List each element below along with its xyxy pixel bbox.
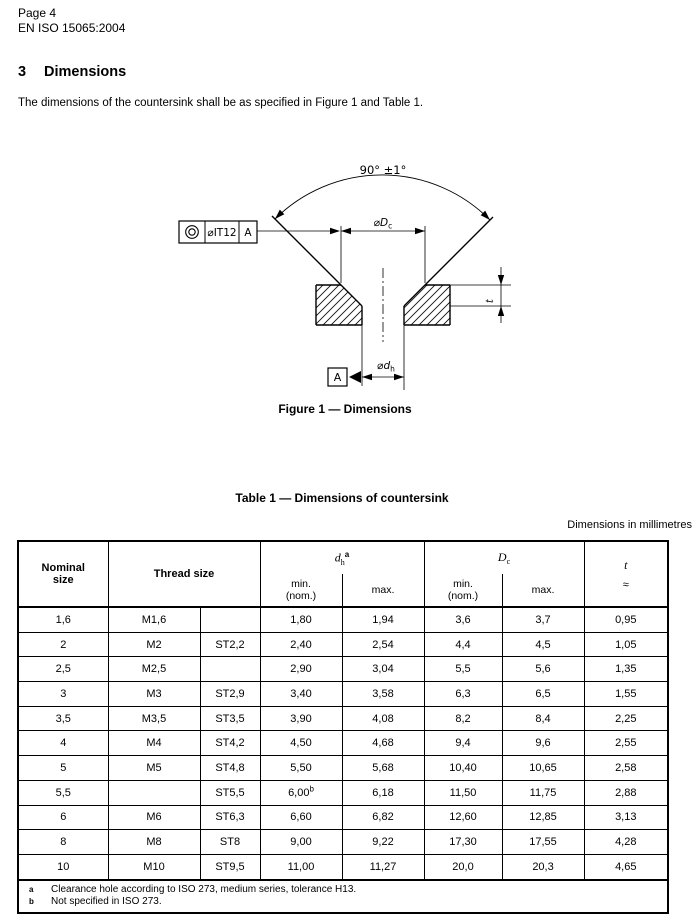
page-label: Page 4 xyxy=(18,6,57,20)
table-cell: 2,25 xyxy=(584,706,668,731)
table-cell: 1,55 xyxy=(584,682,668,707)
table-cell: 2,54 xyxy=(342,632,424,657)
table-cell: 4,50 xyxy=(260,731,342,756)
table-cell: 12,85 xyxy=(502,805,584,830)
table-cell: 4,28 xyxy=(584,830,668,855)
table-cell: 3,13 xyxy=(584,805,668,830)
table-cell: 8 xyxy=(18,830,108,855)
table-cell: 6,5 xyxy=(502,682,584,707)
table-cell: 9,4 xyxy=(424,731,502,756)
angle-dimension-label: 90° ±1° xyxy=(359,163,407,177)
table-cell: 11,75 xyxy=(502,780,584,805)
section-title: Dimensions xyxy=(44,64,127,80)
section-number: 3 xyxy=(18,64,27,80)
table-cell: 4,68 xyxy=(342,731,424,756)
table-cell: 6 xyxy=(18,805,108,830)
table-cell: M8 xyxy=(108,830,200,855)
table-cell: 4,4 xyxy=(424,632,502,657)
table-cell: 2,55 xyxy=(584,731,668,756)
table-cell: 10 xyxy=(18,854,108,879)
table-cell: M1,6 xyxy=(108,607,200,632)
plate-outline xyxy=(272,216,493,325)
table-cell: M4 xyxy=(108,731,200,756)
col-header-nominal-size: Nominal size xyxy=(18,541,108,607)
table-cell: 2,40 xyxy=(260,632,342,657)
subheader-dh-max: max. xyxy=(342,574,424,607)
table-cell: 11,50 xyxy=(424,780,502,805)
table-cell: ST8 xyxy=(200,830,260,855)
table-cell: ST9,5 xyxy=(200,854,260,879)
table-cell: 9,00 xyxy=(260,830,342,855)
table-cell: 9,6 xyxy=(502,731,584,756)
table-cell: ST6,3 xyxy=(200,805,260,830)
standard-reference: EN ISO 15065:2004 xyxy=(18,20,126,35)
table-cell: 2,90 xyxy=(260,657,342,682)
table-cell: 20,0 xyxy=(424,854,502,879)
page-header xyxy=(18,6,125,35)
t-dimension-label: t xyxy=(485,298,496,304)
table-cell: ST5,5 xyxy=(200,780,260,805)
table-cell: 3,7 xyxy=(502,607,584,632)
table-cell: 1,6 xyxy=(18,607,108,632)
table-row xyxy=(18,830,668,855)
table-cell: 2,58 xyxy=(584,756,668,781)
table-cell: 5,5 xyxy=(424,657,502,682)
table-cell: 2,88 xyxy=(584,780,668,805)
table-cell: M3,5 xyxy=(108,706,200,731)
table-row xyxy=(18,632,668,657)
table-cell: 4,5 xyxy=(502,632,584,657)
table-cell: 5 xyxy=(18,756,108,781)
t-dimension xyxy=(485,267,504,323)
table-row xyxy=(18,731,668,756)
table-cell: 5,50 xyxy=(260,756,342,781)
col-header-thread-size: Thread size xyxy=(108,541,260,607)
table-cell: ST4,8 xyxy=(200,756,260,781)
table-cell: 5,6 xyxy=(502,657,584,682)
table-cell: 3,6 xyxy=(424,607,502,632)
table-row xyxy=(18,706,668,731)
table-cell: 3,40 xyxy=(260,682,342,707)
footnote-b: $^b$ Not specified in ISO 273. xyxy=(29,896,162,908)
table-cell: 2 xyxy=(18,632,108,657)
table-cell: 17,55 xyxy=(502,830,584,855)
table-cell xyxy=(108,780,200,805)
table-cell: 3,58 xyxy=(342,682,424,707)
table-cell: ST3,5 xyxy=(200,706,260,731)
table-row xyxy=(18,780,668,805)
fcf-tolerance: ⌀IT12 xyxy=(207,227,237,239)
table-cell xyxy=(200,607,260,632)
table-cell: 8,2 xyxy=(424,706,502,731)
table-cell: M6 xyxy=(108,805,200,830)
table-title: Table 1 — Dimensions of countersink xyxy=(235,491,449,505)
table-cell: 17,30 xyxy=(424,830,502,855)
table-cell: 10,65 xyxy=(502,756,584,781)
intro-paragraph: The dimensions of the countersink shall be as specified in Figure 1 and Table 1. xyxy=(18,97,424,109)
table-cell: 6,00$^b$ xyxy=(260,780,342,805)
table-cell: 11,27 xyxy=(342,854,424,879)
table-cell: 6,3 xyxy=(424,682,502,707)
table-cell: ST4,2 xyxy=(200,731,260,756)
dc-dimension xyxy=(341,217,425,234)
table-cell: 3,90 xyxy=(260,706,342,731)
dimensions-table xyxy=(17,540,669,914)
countersink-figure-drawing xyxy=(150,150,570,400)
table-cell: ST2,9 xyxy=(200,682,260,707)
table-row xyxy=(18,854,668,879)
datum-flag-letter: A xyxy=(333,371,342,384)
table-cell: 1,35 xyxy=(584,657,668,682)
table-cell: M3 xyxy=(108,682,200,707)
table-cell: 4 xyxy=(18,731,108,756)
footnote-marker-b: b xyxy=(309,784,314,793)
concentricity-symbol-icon xyxy=(186,226,199,239)
table-cell: 5,5 xyxy=(18,780,108,805)
feature-control-frame xyxy=(179,221,340,243)
table-cell: 6,60 xyxy=(260,805,342,830)
table-cell: ST2,2 xyxy=(200,632,260,657)
table-cell: M10 xyxy=(108,854,200,879)
table-cell: 8,4 xyxy=(502,706,584,731)
table-cell: M5 xyxy=(108,756,200,781)
footnotes-row xyxy=(18,880,668,913)
units-note: Dimensions in millimetres xyxy=(567,519,692,531)
table-cell: 4,08 xyxy=(342,706,424,731)
table-cell: 6,18 xyxy=(342,780,424,805)
table-cell: 6,82 xyxy=(342,805,424,830)
table-cell: 0,95 xyxy=(584,607,668,632)
table-row xyxy=(18,657,668,682)
table-cell: 4,65 xyxy=(584,854,668,879)
table-cell: 20,3 xyxy=(502,854,584,879)
table-cell: 12,60 xyxy=(424,805,502,830)
dh-dimension xyxy=(362,360,404,380)
table-cell: 5,68 xyxy=(342,756,424,781)
table-row xyxy=(18,756,668,781)
table-cell: 3,5 xyxy=(18,706,108,731)
table-cell: 1,80 xyxy=(260,607,342,632)
table-cell: 1,94 xyxy=(342,607,424,632)
table-cell: 3 xyxy=(18,682,108,707)
subheader-dc-max: max. xyxy=(502,574,584,607)
table-cell: M2 xyxy=(108,632,200,657)
table-cell xyxy=(200,657,260,682)
table-cell: 9,22 xyxy=(342,830,424,855)
table-cell: 11,00 xyxy=(260,854,342,879)
subheader-dc-min: min. (nom.) xyxy=(424,574,502,607)
col-header-dh: $d_h^a$ xyxy=(260,541,424,574)
col-header-dc: $D_c$ xyxy=(424,541,584,574)
col-header-t: t ≈ xyxy=(584,541,668,607)
table-row xyxy=(18,607,668,632)
figure-caption: Figure 1 — Dimensions xyxy=(278,402,412,416)
table-cell: 2,5 xyxy=(18,657,108,682)
dh-dimension-label: $⌀d_h$ xyxy=(377,360,395,374)
footnote-a: $^a$ Clearance hole according to ISO 273, medium series, tolerance H13. xyxy=(29,883,357,895)
table-cell: 3,04 xyxy=(342,657,424,682)
table-cell: 10,40 xyxy=(424,756,502,781)
table-cell: 1,05 xyxy=(584,632,668,657)
table-cell: M2,5 xyxy=(108,657,200,682)
section-heading xyxy=(18,64,126,80)
table-row xyxy=(18,682,668,707)
datum-flag xyxy=(328,368,361,386)
fcf-datum-letter: A xyxy=(244,227,252,239)
subheader-dh-min: min. (nom.) xyxy=(260,574,342,607)
table-row xyxy=(18,805,668,830)
angle-dimension xyxy=(273,163,493,222)
dc-dimension-label: $⌀D_c$ xyxy=(373,217,393,231)
